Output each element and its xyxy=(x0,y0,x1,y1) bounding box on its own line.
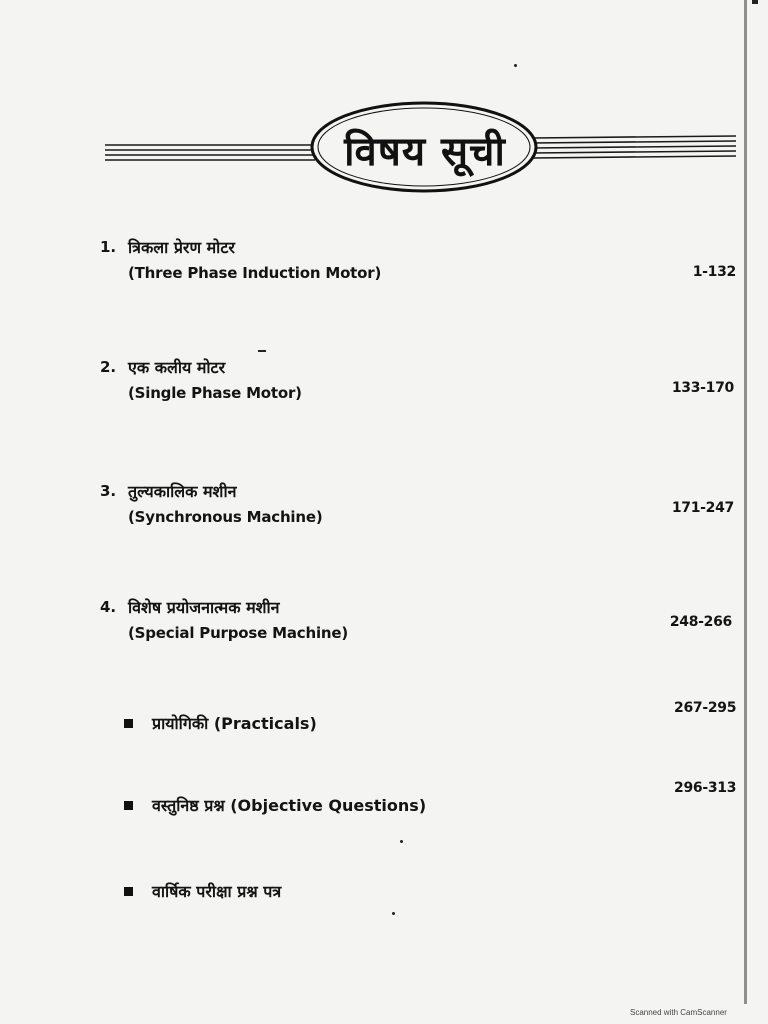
entry-title-english: (Special Purpose Machine) xyxy=(128,624,348,642)
bullet-square-icon xyxy=(124,801,133,810)
scanner-watermark: Scanned with CamScanner xyxy=(630,1008,727,1017)
bullet-text: वस्तुनिष्ठ प्रश्न (Objective Questions) xyxy=(152,796,427,815)
toc-bullet-item xyxy=(124,780,737,824)
entry-number: 3. xyxy=(100,482,117,500)
entry-title-hindi: विशेष प्रयोजनात्मक मशीन xyxy=(128,598,280,617)
bullet-text: वार्षिक परीक्षा प्रश्न पत्र xyxy=(152,882,282,901)
scan-speck xyxy=(258,350,266,352)
bullet-square-icon xyxy=(124,719,133,728)
entry-title-english: (Single Phase Motor) xyxy=(128,384,302,402)
toc-bullet-item xyxy=(124,700,737,742)
scan-corner-mark xyxy=(752,0,758,4)
scan-speck xyxy=(392,912,395,915)
entry-title-hindi: त्रिकला प्रेरण मोटर xyxy=(128,238,235,257)
entry-number: 1. xyxy=(100,238,117,256)
entry-title-english: (Three Phase Induction Motor) xyxy=(128,264,382,282)
entry-pages: 133-170 xyxy=(671,380,734,396)
bullet-pages: 267-295 xyxy=(674,700,737,716)
bullet-text: प्रायोगिकी (Practicals) xyxy=(152,714,317,733)
toc-bullet-item xyxy=(124,880,734,910)
entry-number: 2. xyxy=(100,358,117,376)
scan-speck xyxy=(514,64,517,67)
page-edge-shadow xyxy=(744,0,747,1004)
page-title: विषय सूची xyxy=(344,129,506,175)
scan-speck xyxy=(400,840,403,843)
title-block xyxy=(100,100,740,195)
entry-pages: 248-266 xyxy=(669,614,732,630)
entry-pages: 1-132 xyxy=(692,264,736,280)
entry-title-english: (Synchronous Machine) xyxy=(128,508,323,526)
entry-number: 4. xyxy=(100,598,117,616)
bullet-pages: 296-313 xyxy=(674,780,737,796)
entry-pages: 171-247 xyxy=(671,500,734,516)
bullet-square-icon xyxy=(124,887,133,896)
entry-title-hindi: तुल्यकालिक मशीन xyxy=(128,482,237,501)
entry-title-hindi: एक कलीय मोटर xyxy=(128,358,226,377)
